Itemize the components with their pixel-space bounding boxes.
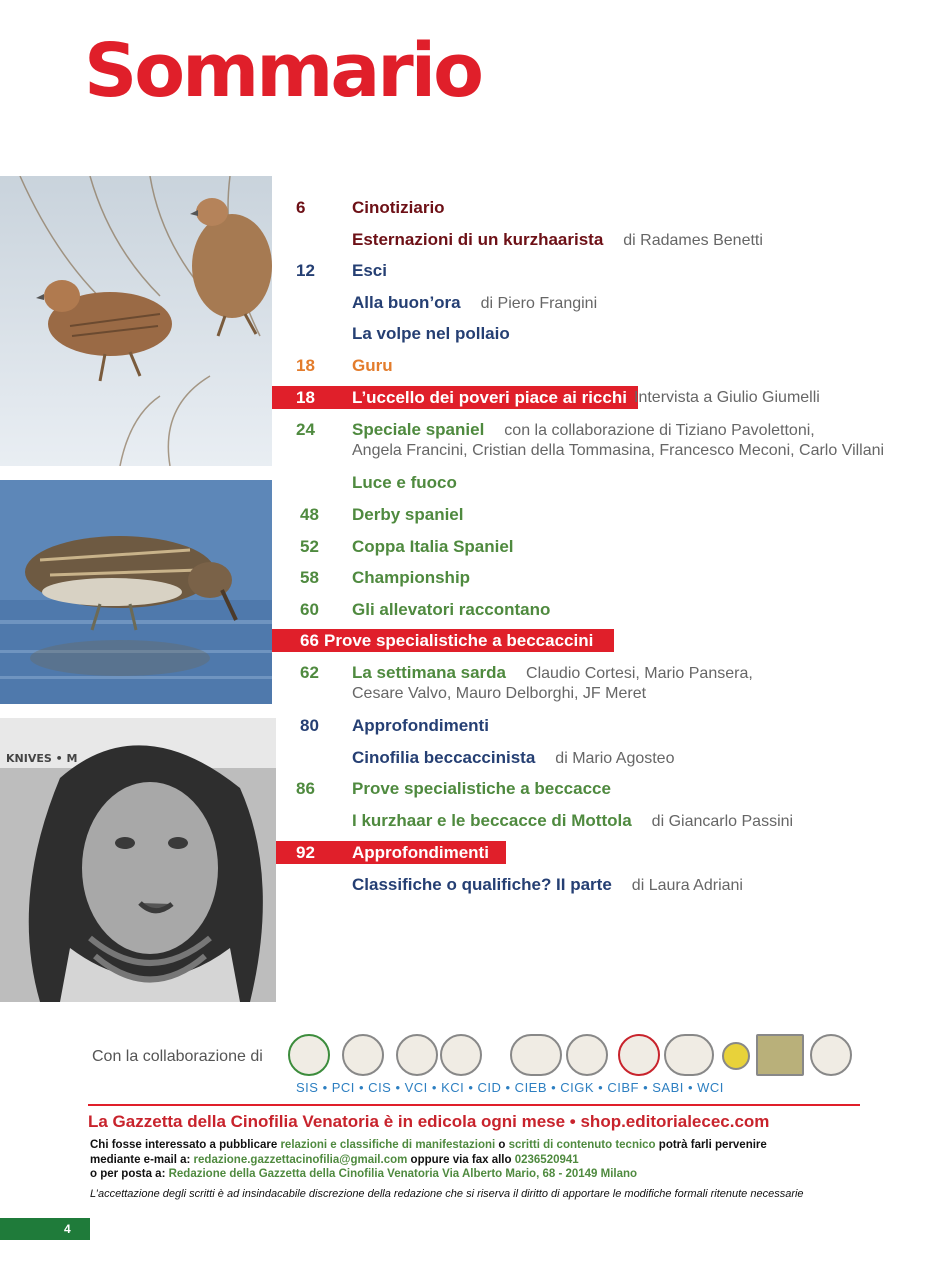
toc-title: Alla buon’ora di Piero Frangini bbox=[352, 293, 598, 312]
toc-author-continuation: Cesare Valvo, Mauro Delborghi, JF Meret bbox=[352, 685, 647, 702]
cibf-logo-icon bbox=[722, 1042, 750, 1070]
toc-page-number: 48 bbox=[300, 505, 319, 524]
toc-page-number: 66 bbox=[300, 631, 319, 650]
toc-author: di Mario Agosteo bbox=[555, 750, 675, 767]
association-codes: SIS • PCI • CIS • VCI • KCI • CID • CIEB • CIGK • CIBF • SABI • WCI bbox=[296, 1080, 724, 1095]
toc-title: Cinofilia beccaccinista di Mario Agosteo bbox=[352, 748, 675, 767]
toc-page-number: 86 bbox=[296, 779, 315, 798]
toc-page-number: 62 bbox=[300, 663, 319, 682]
sabi-logo-icon bbox=[756, 1034, 804, 1076]
pci-logo-icon bbox=[342, 1034, 384, 1076]
toc-title: Cinotiziario bbox=[352, 198, 445, 217]
toc-author: di Piero Frangini bbox=[480, 295, 598, 312]
page-title: Sommario bbox=[84, 28, 481, 114]
toc-title: Prove specialistiche a beccaccini bbox=[324, 631, 594, 650]
toc-title: Esci bbox=[352, 261, 387, 280]
divider bbox=[88, 1104, 860, 1106]
toc-author: di Laura Adriani bbox=[631, 877, 743, 894]
toc-title: Coppa Italia Spaniel bbox=[352, 537, 514, 556]
toc-title: I kurzhaar e le beccacce di Mottola di Giancarlo Passini bbox=[352, 811, 794, 830]
toc-title: L’uccello dei poveri piace ai ricchi bbox=[352, 388, 627, 407]
toc-title: La settimana sarda Claudio Cortesi, Mario Pansera, bbox=[352, 663, 753, 682]
toc-title: Derby spaniel bbox=[352, 505, 464, 524]
toc-author: con la collaborazione di Tiziano Pavolettoni, bbox=[504, 422, 815, 439]
sis-logo-icon bbox=[288, 1034, 330, 1076]
vci-logo-icon bbox=[440, 1034, 482, 1076]
toc-title: Luce e fuoco bbox=[352, 473, 457, 492]
toc-title: Guru bbox=[352, 356, 393, 375]
toc-author-continuation: Angela Francini, Cristian della Tommasina, Francesco Meconi, Carlo Villani bbox=[352, 442, 885, 459]
toc-author: di Giancarlo Passini bbox=[651, 813, 794, 830]
toc-page-number: 58 bbox=[300, 568, 319, 587]
page-number-box bbox=[0, 1218, 90, 1240]
toc-page-number: 6 bbox=[296, 198, 306, 217]
toc-page-number: 18 bbox=[296, 356, 315, 375]
toc-title: Championship bbox=[352, 568, 471, 587]
toc-title: Prove specialistiche a beccacce bbox=[352, 779, 611, 798]
svg-text:KNIVES • M: KNIVES • M bbox=[6, 752, 78, 765]
toc-page-number: 24 bbox=[296, 420, 315, 439]
cieb-logo-icon bbox=[618, 1034, 660, 1076]
collaboration-label: Con la collaborazione di bbox=[92, 1048, 263, 1065]
toc-author: Claudio Cortesi, Mario Pansera, bbox=[526, 665, 753, 682]
cid-logo-icon bbox=[566, 1034, 608, 1076]
toc-title: Approfondimenti bbox=[352, 716, 489, 735]
toc-page-number: 92 bbox=[296, 843, 315, 862]
cigk-logo-icon bbox=[664, 1034, 714, 1076]
gazzetta-line: La Gazzetta della Cinofilia Venatoria è in edicola ogni mese • shop.editorialecec.com bbox=[88, 1112, 770, 1131]
toc-page-number: 52 bbox=[300, 537, 319, 556]
toc-author: di Radames Benetti bbox=[623, 232, 763, 249]
toc-page-number: 12 bbox=[296, 261, 315, 280]
toc-title: Speciale spaniel con la collaborazione di Tiziano Pavolettoni, bbox=[352, 420, 815, 439]
cis-logo-icon bbox=[396, 1034, 438, 1076]
email-link[interactable]: redazione.gazzettacinofilia@gmail.com bbox=[193, 1153, 408, 1166]
toc-page-number: 80 bbox=[300, 716, 319, 735]
toc-title: Gli allevatori raccontano bbox=[352, 600, 551, 619]
disclaimer: L’accettazione degli scritti è ad insindacabile discrezione della redazione che si riserva il diritto di apportare le modifiche formali ritenute necessarie bbox=[90, 1188, 804, 1200]
kci-logo-icon bbox=[510, 1034, 562, 1076]
toc-author: Intervista a Giulio Giumelli bbox=[634, 389, 820, 406]
page-number: 4 bbox=[64, 1222, 71, 1236]
toc-page-number: 60 bbox=[300, 600, 319, 619]
toc-page-number: 18 bbox=[296, 388, 315, 407]
toc-title: Esternazioni di un kurzhaarista di Radames Benetti bbox=[352, 230, 763, 249]
wci-logo-icon bbox=[810, 1034, 852, 1076]
toc-title: Classifiche o qualifiche? II parte di Laura Adriani bbox=[352, 875, 743, 894]
toc-title: La volpe nel pollaio bbox=[352, 324, 510, 343]
submission-info: Chi fosse interessato a pubblicare relazioni e classifiche di manifestazioni o scritti di contenuto tecnico potrà farli pervenire mediante e-mail a: redazione.gazzettacinofilia@gmail.com oppure via fax allo 0236520941 o per posta a: Redazione della Gazzetta della Cinofilia Venatoria Via Alberto Mario, 68 - 20149 Milano bbox=[90, 1139, 767, 1180]
toc-title: Approfondimenti bbox=[352, 843, 489, 862]
association-logos bbox=[282, 1034, 856, 1098]
